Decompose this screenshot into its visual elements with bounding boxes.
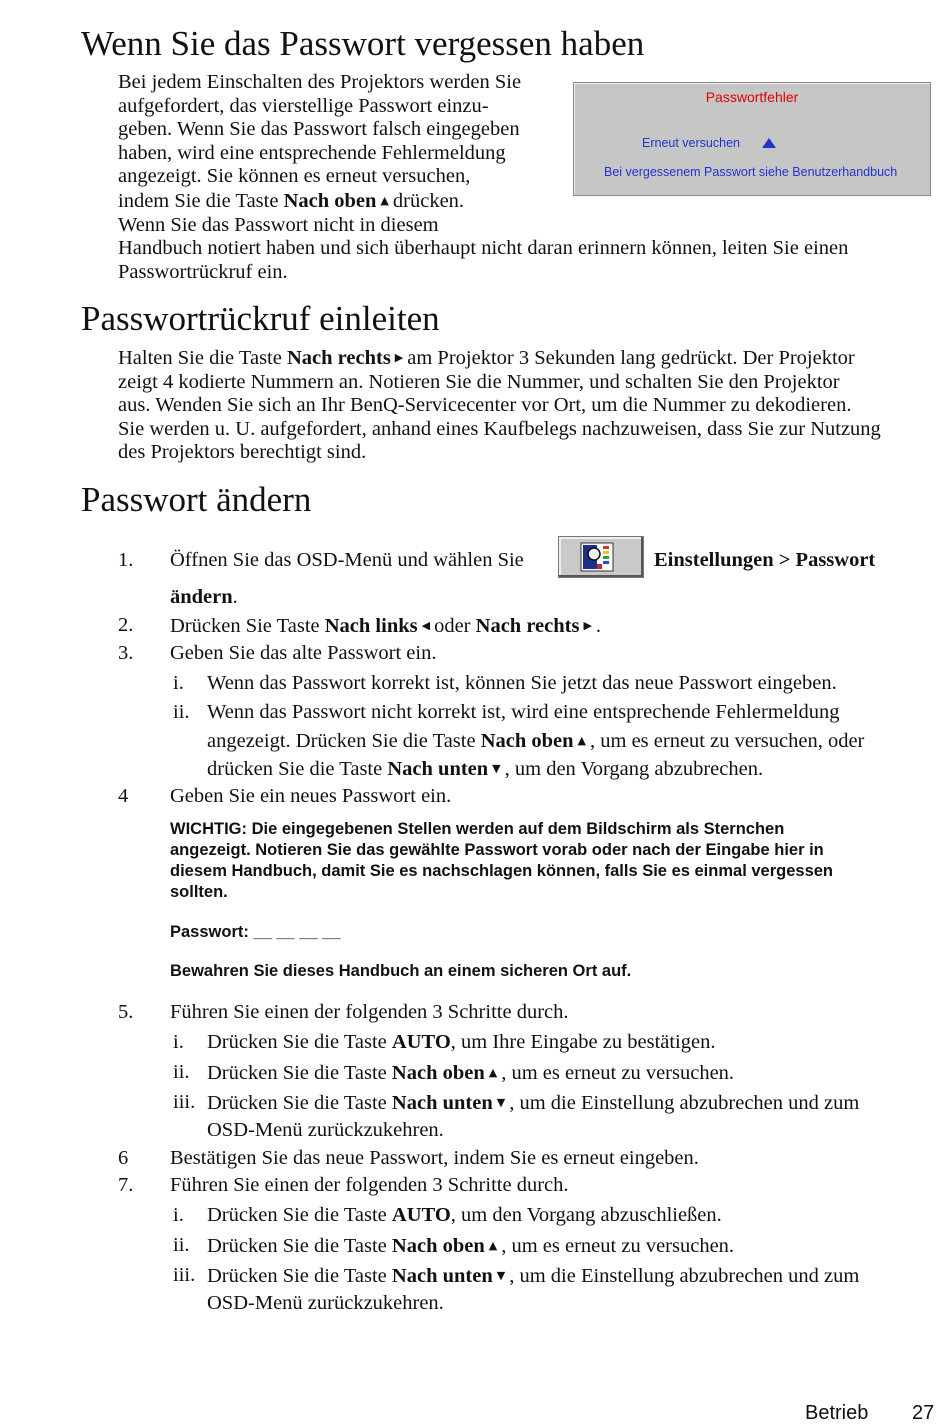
arrow-up-icon: ▲	[488, 1239, 498, 1252]
step-number: 4	[118, 785, 129, 807]
forgot-password-hint: Bei vergessenem Passwort siehe Benutzerhandbuch	[604, 165, 898, 179]
arrow-left-icon: ◀	[421, 619, 431, 632]
forgot-password-paragraph: Bei jedem Einschalten des Projektors werden Sie aufgefordert, das vierstellige Passwort einzu- geben. Wenn Sie das Passwort falsch eingegeben haben, wird eine entsprechende Fehlermeldung angezeigt. Sie können es erneut versuchen, indem Sie die Taste Nach oben ▲ drücken. Wenn Sie das Passwort nicht in diesem Handbuch notiert haben und sich überhaupt nicht daran erinnern können, leiten Sie einen Passwortrückruf ein.	[118, 71, 849, 283]
substep-number: i.	[173, 672, 184, 694]
arrow-down-icon: ▼	[492, 762, 501, 775]
page-number: 27	[912, 1402, 935, 1424]
arrow-down-icon: ▼	[496, 1269, 506, 1282]
password-write-field: Passwort: __ __ __ __	[170, 923, 341, 941]
substep-number: ii.	[173, 1234, 190, 1256]
substep-number: iii.	[173, 1264, 196, 1286]
arrow-up-icon: ▲	[577, 734, 587, 747]
password-error-title: Passwortfehler	[705, 89, 799, 105]
keep-manual-note: Bewahren Sie dieses Handbuch an einem sicheren Ort auf.	[170, 962, 632, 980]
step-1-text: Öffnen Sie das OSD-Menü und wählen Sie	[170, 549, 524, 571]
heading-change-password: Passwort ändern	[81, 480, 312, 519]
substep-number: i.	[173, 1204, 184, 1226]
heading-forgot-password: Wenn Sie das Passwort vergessen haben	[81, 24, 645, 63]
footer-section: Betrieb	[805, 1402, 869, 1424]
substep-text: Wenn das Passwort nicht korrekt ist, wird eine entsprechende Fehlermeldung	[207, 701, 840, 723]
settings-menu-icon	[558, 536, 644, 578]
arrow-right-icon: ▶	[394, 351, 404, 364]
menu-path-settings: Einstellungen > Passwort	[654, 549, 876, 571]
step-number: 2.	[118, 614, 134, 636]
important-note: WICHTIG: Die eingegebenen Stellen werden auf dem Bildschirm als Sternchen angezeigt. Notieren Sie das gewählte Passwort vorab oder nach der Eingabe hier in diesem Handbuch, damit Sie es nachschlagen können, falls Sie es einmal vergessen sollten.	[170, 820, 833, 901]
heading-password-recall: Passwortrückruf einleiten	[81, 299, 440, 338]
step-number: 6	[118, 1147, 129, 1169]
password-error-dialog	[573, 82, 931, 196]
step-7-text: Führen Sie einen der folgenden 3 Schritte durch.	[170, 1174, 569, 1196]
arrow-down-icon: ▼	[496, 1096, 506, 1109]
substep-number: iii.	[173, 1091, 196, 1113]
step-number: 5.	[118, 1001, 134, 1023]
substep-number: i.	[173, 1031, 184, 1053]
substep-number: ii.	[173, 1061, 190, 1083]
substep-text: Wenn das Passwort korrekt ist, können Sie jetzt das neue Passwort eingeben.	[207, 672, 837, 694]
arrow-up-icon: ▲	[488, 1066, 498, 1079]
step-2-text: Drücken Sie Taste Nach links ◀ oder Nach rechts ▶ .	[170, 615, 602, 637]
step-number: 1.	[118, 549, 134, 571]
retry-option: Erneut versuchen	[642, 136, 740, 150]
arrow-right-icon: ▶	[583, 619, 592, 632]
step-number: 7.	[118, 1174, 134, 1196]
step-3-text: Geben Sie das alte Passwort ein.	[170, 642, 437, 664]
arrow-up-icon	[762, 138, 776, 148]
password-recall-paragraph: Halten Sie die Taste Nach rechts ▶ am Projektor 3 Sekunden lang gedrückt. Der Projektor zeigt 4 kodierte Nummern an. Notieren Sie die Nummer, und schalten Sie den Projektor aus. Wenden Sie sich an Ihr BenQ-Servicecenter vor Ort, um die Nummer zu dekodieren. Sie werden u. U. aufgefordert, anhand eines Kaufbelegs nachzuweisen, dass Sie zur Nutzung des Projektors berechtigt sind.	[118, 347, 881, 464]
step-number: 3.	[118, 642, 134, 664]
step-4-text: Geben Sie ein neues Passwort ein.	[170, 785, 452, 807]
step-6-text: Bestätigen Sie das neue Passwort, indem Sie es erneut eingeben.	[170, 1147, 699, 1169]
step-5-text: Führen Sie einen der folgenden 3 Schritte durch.	[170, 1001, 569, 1023]
arrow-up-icon: ▲	[380, 193, 389, 207]
substep-number: ii.	[173, 701, 190, 723]
